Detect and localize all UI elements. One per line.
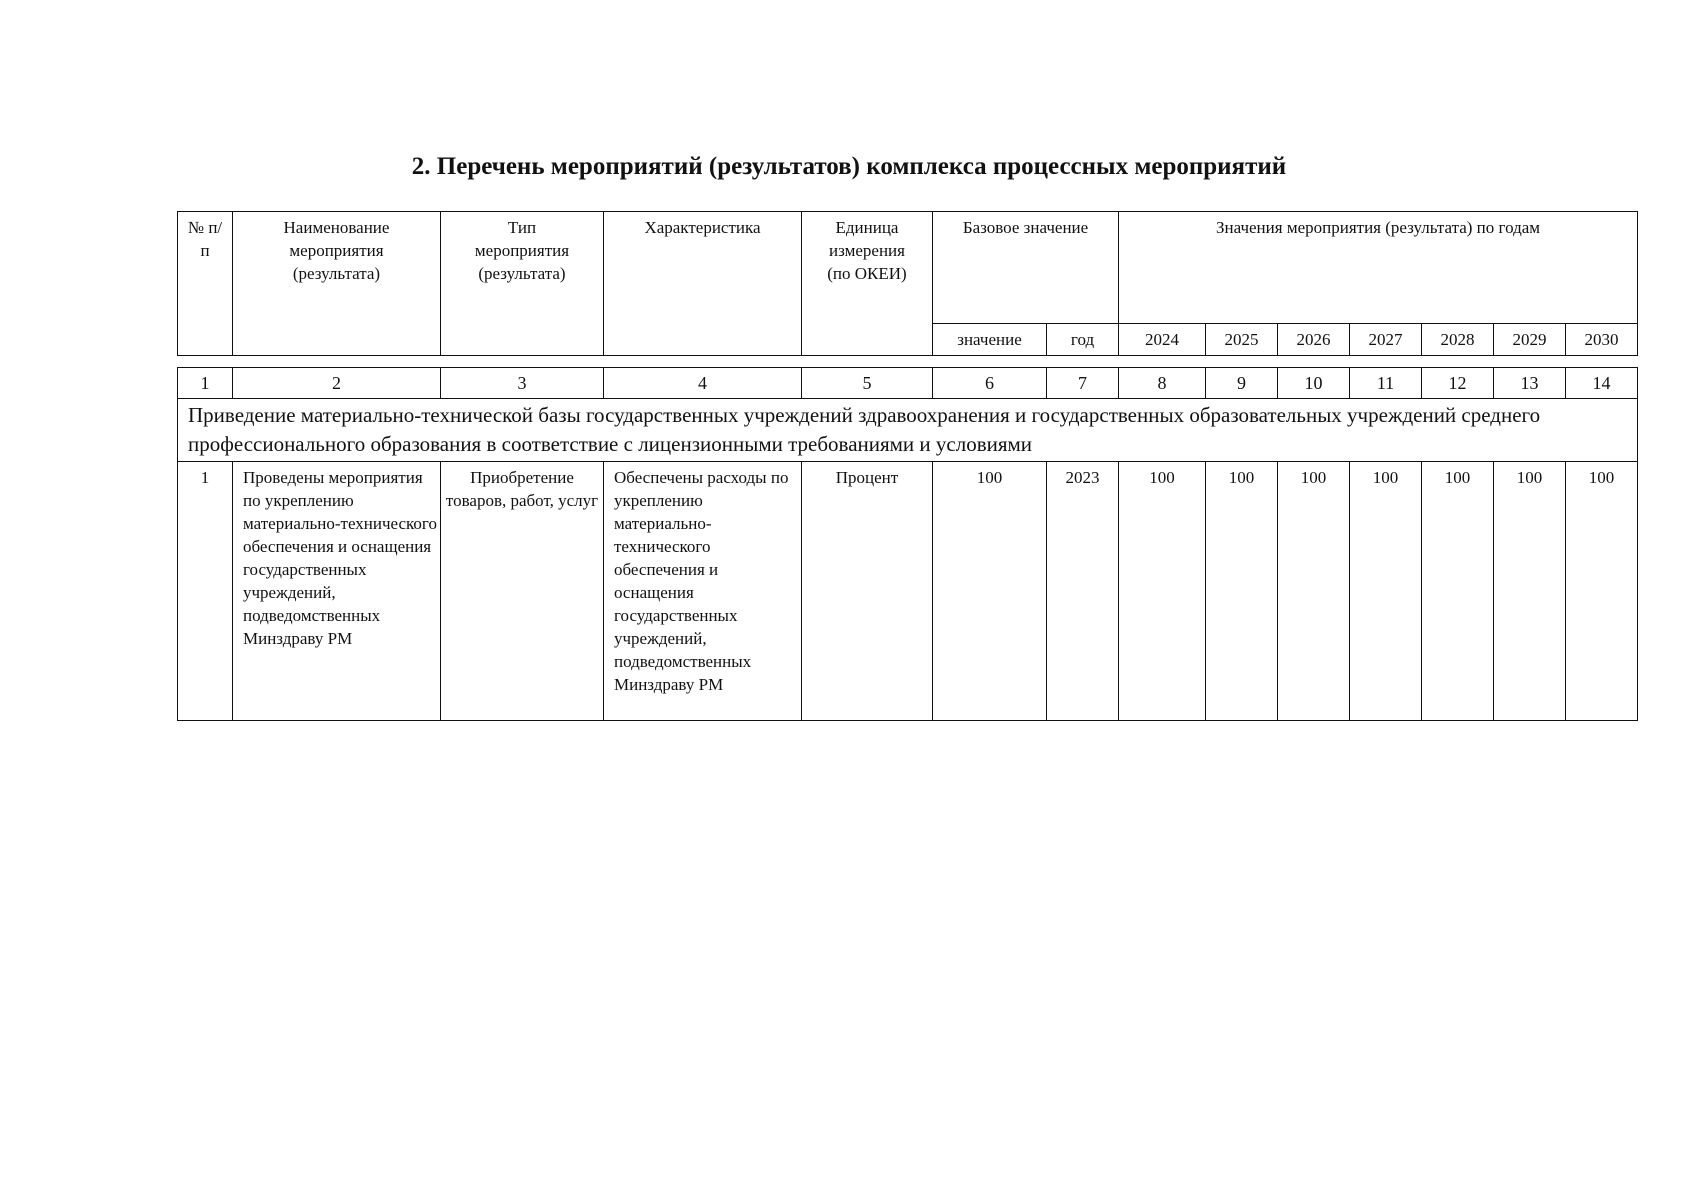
column-number: 6 — [933, 368, 1047, 399]
column-number: 1 — [178, 368, 233, 399]
header-type: Тип мероприятия (результата) — [441, 212, 604, 356]
column-number: 2 — [233, 368, 441, 399]
row-value: 100 — [1350, 462, 1422, 721]
column-number: 11 — [1350, 368, 1422, 399]
row-unit: Процент — [802, 462, 933, 721]
header-year: 2029 — [1494, 324, 1566, 356]
header-years-group: Значения мероприятия (результата) по годам — [1119, 212, 1638, 324]
header-year: 2024 — [1119, 324, 1206, 356]
column-number: 14 — [1566, 368, 1638, 399]
column-number: 7 — [1047, 368, 1119, 399]
page-title: 2. Перечень мероприятий (результатов) комплекса процессных мероприятий — [411, 153, 1287, 180]
header-year: 2025 — [1206, 324, 1278, 356]
header-table — [177, 211, 1638, 356]
header-unit: Единица измерения (по ОКЕИ) — [802, 212, 933, 356]
row-value: 100 — [1206, 462, 1278, 721]
header-year: 2026 — [1278, 324, 1350, 356]
column-number: 12 — [1422, 368, 1494, 399]
body-table — [177, 367, 1638, 721]
column-number: 5 — [802, 368, 933, 399]
row-base-value: 100 — [933, 462, 1047, 721]
header-no: № п/п — [178, 212, 233, 356]
header-year: 2027 — [1350, 324, 1422, 356]
section-row — [178, 399, 1638, 462]
header-year: 2030 — [1566, 324, 1638, 356]
column-number: 4 — [604, 368, 802, 399]
column-numbers-row — [178, 368, 1638, 399]
header-name: Наименование мероприятия (результата) — [233, 212, 441, 356]
row-value: 100 — [1494, 462, 1566, 721]
row-name: Проведены мероприятия по укреплению материально-технического обеспечения и оснащения государственных учреждений, подведомственных Минздраву РМ — [233, 462, 441, 721]
row-no: 1 — [178, 462, 233, 721]
column-number: 8 — [1119, 368, 1206, 399]
column-number: 10 — [1278, 368, 1350, 399]
row-base-year: 2023 — [1047, 462, 1119, 721]
header-characteristic: Характеристика — [604, 212, 802, 356]
row-type: Приобретение товаров, работ, услуг — [441, 462, 604, 721]
row-value: 100 — [1566, 462, 1638, 721]
header-base: Базовое значение — [933, 212, 1119, 324]
section-title: Приведение материально-технической базы государственных учреждений здравоохранения и государственных образовательных учреждений среднего профессионального образования в соответствие с лицензионными требованиями и условиями — [178, 399, 1638, 462]
header-year: 2028 — [1422, 324, 1494, 356]
row-value: 100 — [1422, 462, 1494, 721]
column-number: 13 — [1494, 368, 1566, 399]
header-base-year: год — [1047, 324, 1119, 356]
row-value: 100 — [1119, 462, 1206, 721]
column-number: 3 — [441, 368, 604, 399]
table-row — [178, 462, 1638, 721]
row-value: 100 — [1278, 462, 1350, 721]
column-number: 9 — [1206, 368, 1278, 399]
row-characteristic: Обеспечены расходы по укреплению материально-технического обеспечения и оснащения государственных учреждений, подведомственных Минздраву РМ — [604, 462, 802, 721]
header-base-value: значение — [933, 324, 1047, 356]
